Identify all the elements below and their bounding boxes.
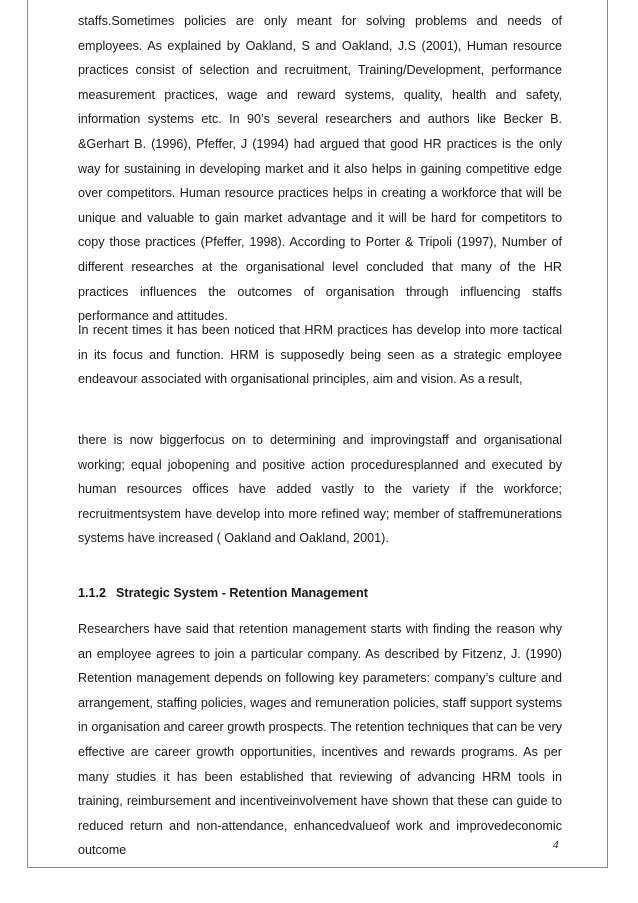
body-paragraph-3 — [78, 428, 562, 551]
paragraph-text: Researchers have said that retention management starts with finding the reason why an employee agrees to join a particular company. As described by Fitzenz, J. (1990) Retention management depends on following key parameters: company’s culture and arrangement, staffing policies, wages and remuneration policies, staff support systems in organisation and career growth prospects. The retention techniques that can be very effective are career growth opportunities, incentives and rewards programs. As per many studies it has been established that reviewing of advancing HRM tools in training, reimbursement and incentiveinvolvement have shown that these can guide to reduced return and non-attendance, enhancedvalueof work and improvedeconomic outcome — [78, 622, 562, 858]
body-paragraph-2 — [78, 318, 562, 392]
section-title: Strategic System - Retention Management — [116, 586, 368, 600]
section-heading — [78, 583, 368, 603]
paragraph-text: there is now biggerfocus on to determining and improvingstaff and organisational working; equal jobopening and positive action proceduresplanned and executed by human resources offices have added vastly to the variety if the workforce; recruitmentsystem have develop into more refined way; member of staffremunerations systems have increased ( Oakland and Oakland, 2001). — [78, 433, 562, 546]
paragraph-text: In recent times it has been noticed that HRM practices has develop into more tactical in its focus and function. HRM is supposedly being seen as a strategic employee endeavour associated with organisational principles, aim and vision. As a result, — [78, 323, 562, 387]
body-paragraph-1 — [78, 9, 562, 329]
page-number: 4 — [553, 839, 559, 851]
body-paragraph-4 — [78, 617, 562, 863]
section-number: 1.1.2 — [78, 586, 107, 600]
paragraph-text: staffs.Sometimes policies are only meant for solving problems and needs of employees. As explained by Oakland, S and Oakland, J.S (2001), Human resource practices consist of selection and recruitment, Training/Development, performance measurement practices, wage and reward systems, quality, health and safety, information systems etc. In 90’s several researchers and authors like Becker B. &Gerhart B. (1996), Pfeffer, J (1994) had argued that good HR practices is the only way for sustaining in developing market and it also helps in gaining competitive edge over competitors. Human resource practices helps in creating a workforce that will be unique and valuable to gain market advantage and it will be hard for competitors to copy those practices (Pfeffer, 1998). According to Porter & Tripoli (1997), Number of different researches at the organisational level concluded that many of the HR practices influences the outcomes of organisation through influencing staffs performance and attitudes. — [78, 14, 562, 324]
